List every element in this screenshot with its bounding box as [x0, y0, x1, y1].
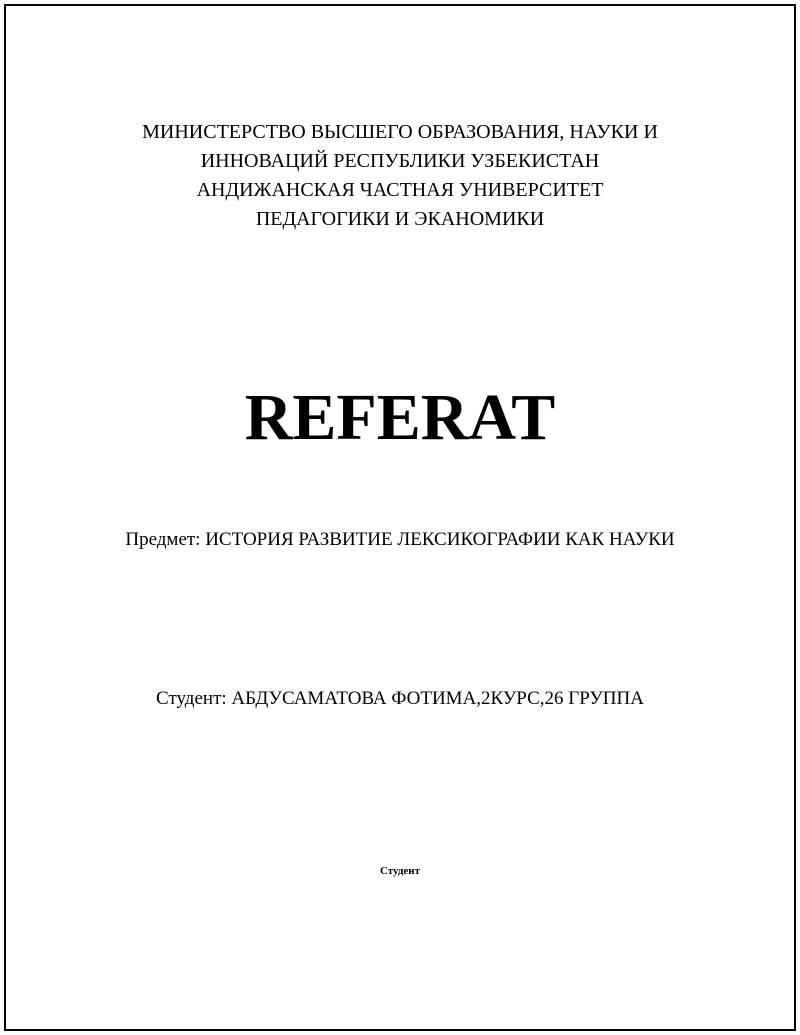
header-line: АНДИЖАНСКАЯ ЧАСТНАЯ УНИВЕРСИТЕТ — [196, 179, 604, 201]
institution-header — [0, 118, 800, 234]
student-label: Студент: — [156, 688, 227, 709]
subject-label: Предмет: — [125, 529, 201, 550]
student-line — [0, 687, 800, 711]
footer-student-label: Студент — [379, 865, 421, 877]
subject-line — [0, 528, 800, 552]
header-line: ИННОВАЦИЙ РЕСПУБЛИКИ УЗБЕКИСТАН — [200, 150, 600, 172]
subject-value: ИСТОРИЯ РАЗВИТИЕ ЛЕКСИКОГРАФИИ КАК НАУКИ — [205, 529, 675, 550]
document-title: REFERAT — [244, 381, 556, 454]
header-line: ПЕДАГОГИКИ И ЭКАНОМИКИ — [255, 208, 545, 230]
header-line: МИНИСТЕРСТВО ВЫСШЕГО ОБРАЗОВАНИЯ, НАУКИ И — [142, 121, 658, 143]
student-value: АБДУСАМАТОВА ФОТИМА,2КУРС,26 ГРУППА — [231, 688, 644, 709]
